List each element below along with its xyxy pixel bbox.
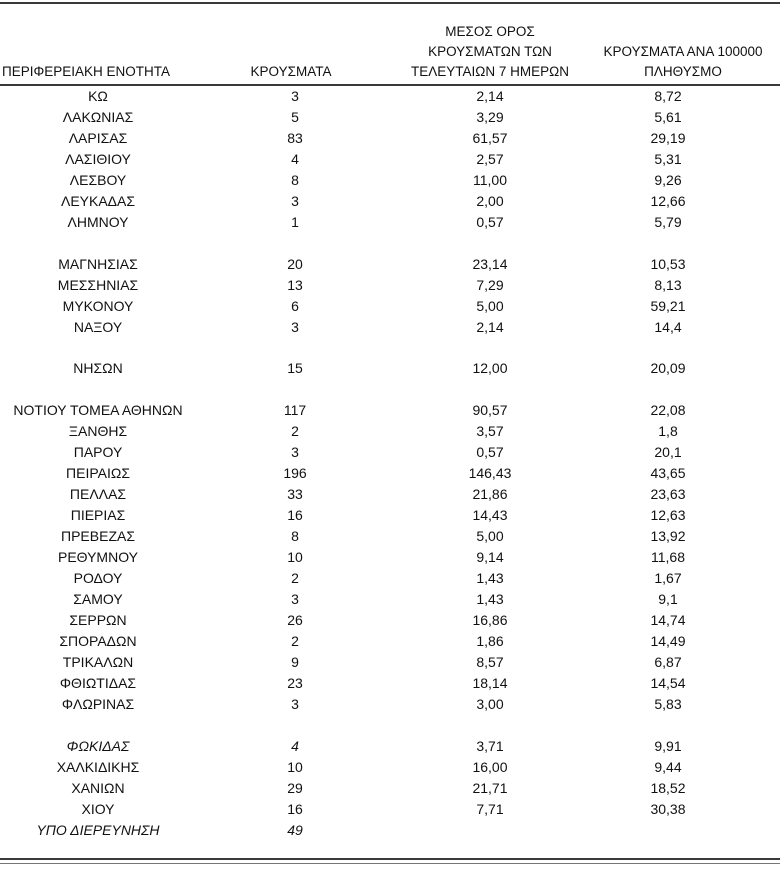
cell-cases: 29 [287,780,303,796]
cell-per: 1,67 [654,570,682,586]
cell-cases: 3 [291,319,299,335]
cell-region: ΧΑΛΚΙΔΙΚΗΣ [56,759,140,775]
cell-avg: 3,00 [476,696,504,712]
bottom-rule-thin [0,863,780,864]
cell-avg: 61,57 [472,130,508,146]
cell-cases: 33 [287,486,303,502]
top-rule [0,2,780,4]
cell-avg: 7,29 [476,277,504,293]
cell-avg: 14,43 [472,507,508,523]
header-avg-line-2: ΚΡΟΥΣΜΑΤΩΝ ΤΩΝ [428,44,552,59]
cell-avg: 21,86 [472,486,508,502]
cell-region: ΥΠΟ ΔΙΕΡΕΥΝΗΣΗ [36,822,160,838]
table-row [0,358,780,378]
cell-avg: 16,86 [472,612,508,628]
cell-avg: 21,71 [472,780,508,796]
table-row [0,212,780,232]
table-row [0,170,780,190]
table-row [0,610,780,630]
cell-cases: 23 [287,675,303,691]
cell-avg: 23,14 [472,256,508,272]
cell-region: ΛΗΜΝΟΥ [67,214,129,230]
cell-cases: 2 [291,423,299,439]
cell-avg: 0,57 [476,214,504,230]
cell-avg: 0,57 [476,444,504,460]
cell-per: 13,92 [650,528,686,544]
cell-avg: 18,14 [472,675,508,691]
cell-avg: 146,43 [468,465,512,481]
cell-per: 14,54 [650,675,686,691]
cell-region: ΝΑΞΟΥ [73,319,123,335]
cell-cases: 83 [287,130,303,146]
cell-cases: 196 [283,465,307,481]
cell-avg: 3,57 [476,423,504,439]
cell-per: 29,19 [650,130,686,146]
header-avg-7-days [390,22,590,82]
cell-cases: 10 [287,549,303,565]
cell-cases: 6 [291,298,299,314]
cell-avg: 1,86 [476,633,504,649]
bottom-rule [0,858,780,860]
cell-cases: 4 [291,151,299,167]
cell-per: 14,49 [650,633,686,649]
cell-per: 22,08 [650,402,686,418]
cell-cases: 9 [291,654,299,670]
table-row [0,799,780,819]
cell-cases: 3 [291,591,299,607]
cell-region: ΠΕΛΛΑΣ [69,486,127,502]
cell-per: 5,79 [654,214,682,230]
table-row [0,505,780,525]
table-row [0,421,780,441]
cell-cases: 16 [287,507,303,523]
cell-avg: 2,14 [476,319,504,335]
cell-cases: 5 [291,109,299,125]
cell-region: ΡΟΔΟΥ [73,570,123,586]
cell-per: 10,53 [650,256,686,272]
cell-region: ΦΩΚΙΔΑΣ [66,738,130,754]
cell-region: ΦΛΩΡΙΝΑΣ [61,696,135,712]
cell-cases: 4 [291,738,299,754]
table-row [0,589,780,609]
cell-cases: 117 [283,402,307,418]
header-avg-line-1: ΜΕΣΟΣ ΟΡΟΣ [445,24,535,39]
table-row [0,631,780,651]
table-row [0,128,780,148]
cell-avg: 16,00 [472,759,508,775]
cell-per: 8,13 [654,277,682,293]
cell-region: ΜΥΚΟΝΟΥ [62,298,134,314]
cell-per: 8,72 [654,88,682,104]
cell-cases: 10 [287,759,303,775]
header-cases: ΚΡΟΥΣΜΑΤΑ [250,64,332,79]
cell-avg: 12,00 [472,360,508,376]
cell-cases: 2 [291,570,299,586]
cell-avg: 8,57 [476,654,504,670]
table-row [0,400,780,420]
cell-per: 1,8 [658,423,678,439]
cell-region: ΣΑΜΟΥ [73,591,123,607]
cell-region: ΠΑΡΟΥ [73,444,123,460]
cell-cases: 15 [287,360,303,376]
cell-region: ΛΕΣΒΟΥ [69,172,127,188]
header-region: ΠΕΡΙΦΕΡΕΙΑΚΗ ΕΝΟΤΗΤΑ [2,64,171,79]
table-row [0,652,780,672]
table-row [0,317,780,337]
cell-per: 20,09 [650,360,686,376]
table-row [0,736,780,756]
cell-per: 12,63 [650,507,686,523]
cell-region: ΚΩ [88,88,108,104]
cell-per: 6,87 [654,654,682,670]
cell-avg: 90,57 [472,402,508,418]
cell-cases: 13 [287,277,303,293]
cell-avg: 1,43 [476,591,504,607]
table-row [0,673,780,693]
cell-region: ΤΡΙΚΑΛΩΝ [62,654,134,670]
cell-per: 9,91 [654,738,682,754]
cell-cases: 3 [291,88,299,104]
cell-cases: 3 [291,696,299,712]
cell-cases: 20 [287,256,303,272]
cell-cases: 26 [287,612,303,628]
table-row [0,526,780,546]
cell-per: 59,21 [650,298,686,314]
table-row [0,254,780,274]
cell-cases: 49 [287,822,303,838]
cell-region: ΠΙΕΡΙΑΣ [70,507,126,523]
cell-per: 11,68 [651,549,685,565]
cell-per: 30,38 [650,801,686,817]
cell-cases: 3 [291,444,299,460]
cell-region: ΛΑΡΙΣΑΣ [68,130,128,146]
cell-avg: 3,29 [476,109,504,125]
cell-avg: 5,00 [476,528,504,544]
cell-per: 9,26 [654,172,682,188]
cell-per: 14,74 [650,612,686,628]
table-row [0,694,780,714]
cell-cases: 16 [287,801,303,817]
cell-per: 9,44 [654,759,682,775]
cell-per: 5,61 [654,109,682,125]
cell-avg: 1,43 [476,570,504,586]
table-row [0,484,780,504]
header-per-100000 [583,42,780,82]
cell-avg: 2,14 [476,88,504,104]
cell-avg: 7,71 [476,801,504,817]
table-row [0,149,780,169]
cell-per: 43,65 [650,465,686,481]
cell-per: 12,66 [650,193,686,209]
table-row [0,463,780,483]
cell-per: 9,1 [658,591,678,607]
table-row [0,442,780,462]
cell-per: 23,63 [650,486,686,502]
table-row [0,757,780,777]
cell-region: ΛΕΥΚΑΔΑΣ [60,193,136,209]
table-row [0,778,780,798]
table-row [0,820,780,840]
cell-cases: 2 [291,633,299,649]
cell-cases: 3 [291,193,299,209]
cell-avg: 2,00 [476,193,504,209]
cell-avg: 11,00 [473,172,507,188]
cell-avg: 3,71 [476,738,504,754]
cell-per: 18,52 [650,780,686,796]
header-per-line-1: ΚΡΟΥΣΜΑΤΑ ΑΝΑ 100000 [603,44,763,59]
cell-region: ΝΟΤΙΟΥ ΤΟΜΕΑ ΑΘΗΝΩΝ [13,402,183,418]
table-row [0,547,780,567]
cell-region: ΦΘΙΩΤΙΔΑΣ [59,675,137,691]
cell-region: ΡΕΘΥΜΝΟΥ [57,549,138,565]
cell-avg: 2,57 [476,151,504,167]
table-row [0,275,780,295]
table-row [0,86,780,106]
table-row [0,568,780,588]
cell-per: 5,83 [654,696,682,712]
table-row [0,296,780,316]
header-per-line-2: ΠΛΗΘΥΣΜΟ [644,64,722,79]
cell-region: ΧΙΟΥ [81,801,115,817]
cell-region: ΣΠΟΡΑΔΩΝ [59,633,137,649]
cell-per: 14,4 [654,319,682,335]
cell-cases: 1 [291,214,299,230]
cell-avg: 9,14 [476,549,504,565]
header-avg-line-3: ΤΕΛΕΥΤΑΙΩΝ 7 ΗΜΕΡΩΝ [411,64,569,79]
cell-avg: 5,00 [476,298,504,314]
cell-region: ΜΑΓΝΗΣΙΑΣ [58,256,138,272]
table-row [0,191,780,211]
cell-region: ΠΕΙΡΑΙΩΣ [66,465,130,481]
cell-region: ΧΑΝΙΩΝ [71,780,125,796]
cell-region: ΛΑΣΙΘΙΟΥ [65,151,131,167]
cell-per: 20,1 [654,444,682,460]
cell-region: ΛΑΚΩΝΙΑΣ [62,109,134,125]
cell-region: ΞΑΝΘΗΣ [68,423,128,439]
cell-region: ΜΕΣΣΗΝΙΑΣ [57,277,139,293]
cell-cases: 8 [291,172,299,188]
cell-region: ΣΕΡΡΩΝ [69,612,127,628]
cell-region: ΝΗΣΩΝ [73,360,123,376]
cell-region: ΠΡΕΒΕΖΑΣ [60,528,135,544]
cell-cases: 8 [291,528,299,544]
table-row [0,107,780,127]
cell-per: 5,31 [654,151,682,167]
